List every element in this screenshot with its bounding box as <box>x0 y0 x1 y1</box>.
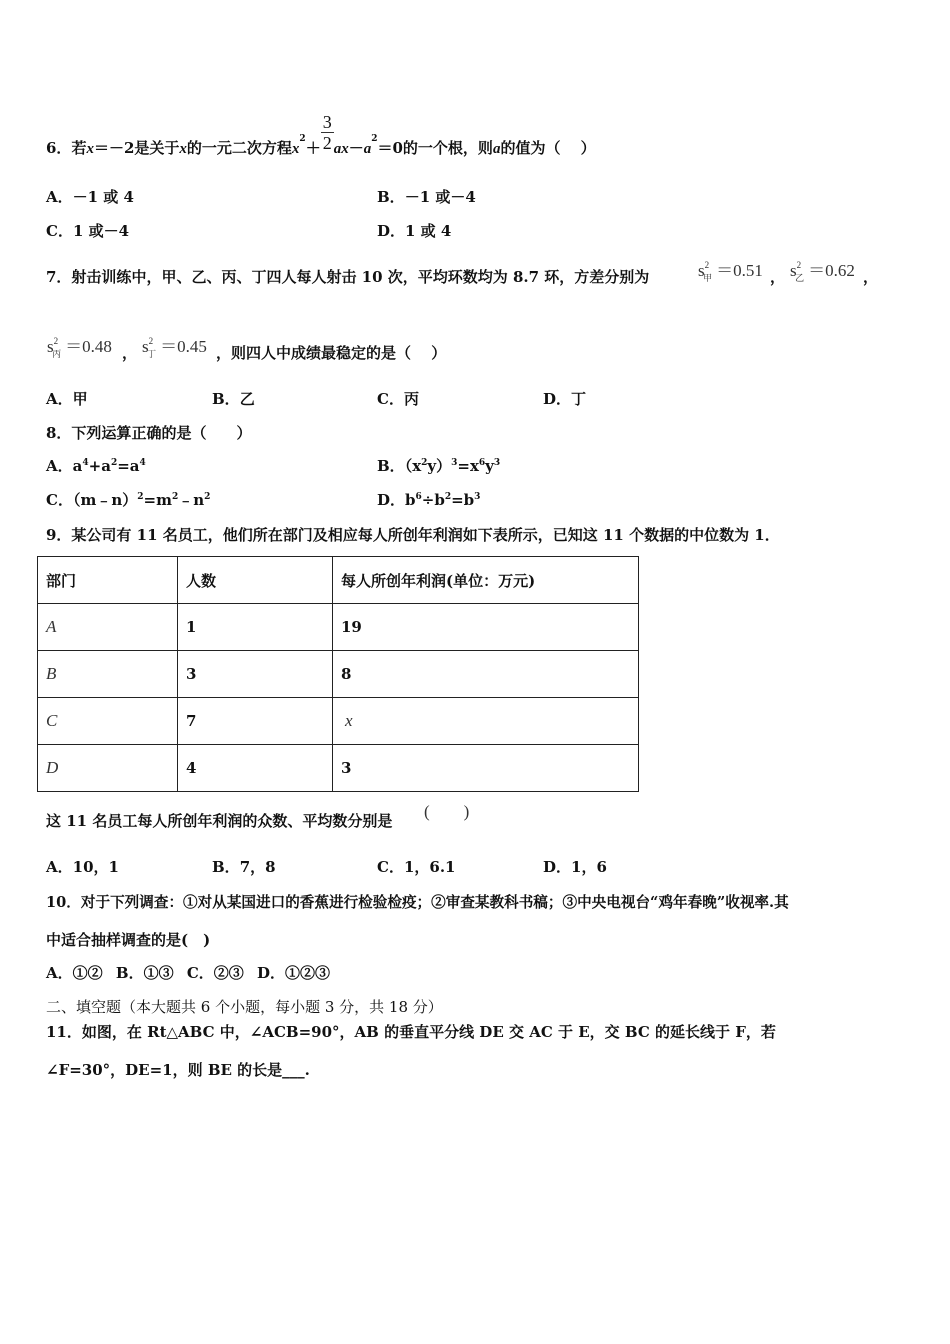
table-cell: 8 <box>333 651 639 698</box>
q8-option-c[interactable]: C．$(m﹣n)^2=m^2﹣n^2$ <box>46 491 211 509</box>
q10-options <box>46 962 330 983</box>
q8-option-d[interactable]: D．$b^6\div b^2=b^3$ <box>377 491 481 509</box>
table-header-cell: 每人所创年利润(单位：万元) <box>333 557 639 604</box>
question-8-stem: 8．下列运算正确的是（ ） <box>46 424 252 442</box>
q10-option-c[interactable]: C．②③ <box>186 964 244 982</box>
table-cell: 3 <box>333 745 639 792</box>
table-cell: 4 <box>178 745 333 792</box>
fraction-three-halves: $\frac{3}{2}$ <box>322 112 332 153</box>
q7-option-b[interactable]: B．乙 <box>212 390 255 408</box>
table-row <box>38 698 639 745</box>
table-cell: x <box>333 698 639 745</box>
question-10-stem-line1: 10．对于下列调查：①对从某国进口的香蕉进行检验检疫；②审查某教科书稿；③中央电视台“鸡年春晚”收视率.其 <box>46 894 789 911</box>
answer-paren: ( ) <box>424 802 470 821</box>
q7-option-a[interactable]: A．甲 <box>46 390 88 408</box>
comma: ， <box>770 268 786 286</box>
question-11-stem-line2: ∠F=30°，DE=1，则 BE 的长是___. <box>46 1061 310 1079</box>
table-cell: D <box>38 745 178 792</box>
question-9-followup: 这 11 名员工每人所创年利润的众数、平均数分别是 <box>46 812 393 830</box>
q6-option-c[interactable]: C．1 或－4 <box>46 222 130 240</box>
table-cell: 7 <box>178 698 333 745</box>
variance-jia: $s^2_甲 =0.51$ <box>698 260 763 283</box>
table-row <box>38 604 639 651</box>
table-cell: 19 <box>333 604 639 651</box>
variance-ding: $s^2_丁 =0.45$ <box>142 336 207 359</box>
q8-option-b[interactable]: B．$(x^2y)^3=x^6y^3$ <box>377 457 501 475</box>
q8-option-a[interactable]: A．$a^4+a^2=a^4$ <box>46 457 146 475</box>
variance-bing: $s^2_丙 =0.48$ <box>47 336 112 359</box>
table-cell: 3 <box>178 651 333 698</box>
table-header-row <box>38 557 639 604</box>
q10-option-a[interactable]: A．①② <box>46 964 103 982</box>
q10-option-b[interactable]: B．①③ <box>115 964 174 982</box>
question-10-stem-line2: 中适合抽样调查的是( ) <box>46 931 211 949</box>
q6-option-b[interactable]: B．－1 或－4 <box>377 188 476 206</box>
q9-option-b[interactable]: B．7，8 <box>212 858 276 876</box>
profit-table <box>37 556 639 792</box>
section-title: 二、填空题（本大题共 6 个小题，每小题 3 分，共 18 分） <box>46 998 443 1016</box>
q9-option-a[interactable]: A．10，1 <box>46 858 119 876</box>
table-cell: 1 <box>178 604 333 651</box>
comma: ， <box>122 344 138 362</box>
table-cell: B <box>38 651 178 698</box>
table-row <box>38 745 639 792</box>
question-6-stem: 6．若x＝－2是关于x的一元二次方程$x^2+$ $\frac{3}{2}$ $ax-a^2=0$的一个根，则a的值为（ ） <box>46 112 596 157</box>
variance-yi: $s^2_乙 =0.62$ <box>790 260 855 283</box>
q6-option-a[interactable]: A．－1 或 4 <box>46 188 134 206</box>
table-row <box>38 651 639 698</box>
q7-option-d[interactable]: D．丁 <box>543 390 587 408</box>
table-header-cell: 人数 <box>178 557 333 604</box>
question-7-stem-line2: ，则四人中成绩最稳定的是（ ） <box>216 344 447 362</box>
table-cell: A <box>38 604 178 651</box>
q6-option-d[interactable]: D．1 或 4 <box>377 222 452 240</box>
q10-option-d[interactable]: D．①②③ <box>257 964 331 982</box>
table-cell: C <box>38 698 178 745</box>
q9-option-c[interactable]: C．1，6.1 <box>377 858 456 876</box>
q7-option-c[interactable]: C．丙 <box>377 390 419 408</box>
comma: ， <box>863 268 879 286</box>
question-11-stem-line1: 11．如图，在 Rt△ABC 中，∠ACB=90°，AB 的垂直平分线 DE 交 AC 于 E，交 BC 的延长线于 F，若 <box>46 1023 776 1041</box>
question-9-stem: 9．某公司有 11 名员工，他们所在部门及相应每人所创年利润如下表所示，已知这 11 个数据的中位数为 1． <box>46 526 780 544</box>
question-7-stem-line1: 7．射击训练中，甲、乙、丙、丁四人每人射击 10 次，平均环数均为 8.7 环，方差分别为 <box>46 268 650 286</box>
question-number: 6． <box>46 138 72 157</box>
table-header-cell: 部门 <box>38 557 178 604</box>
q9-option-d[interactable]: D．1，6 <box>543 858 607 876</box>
